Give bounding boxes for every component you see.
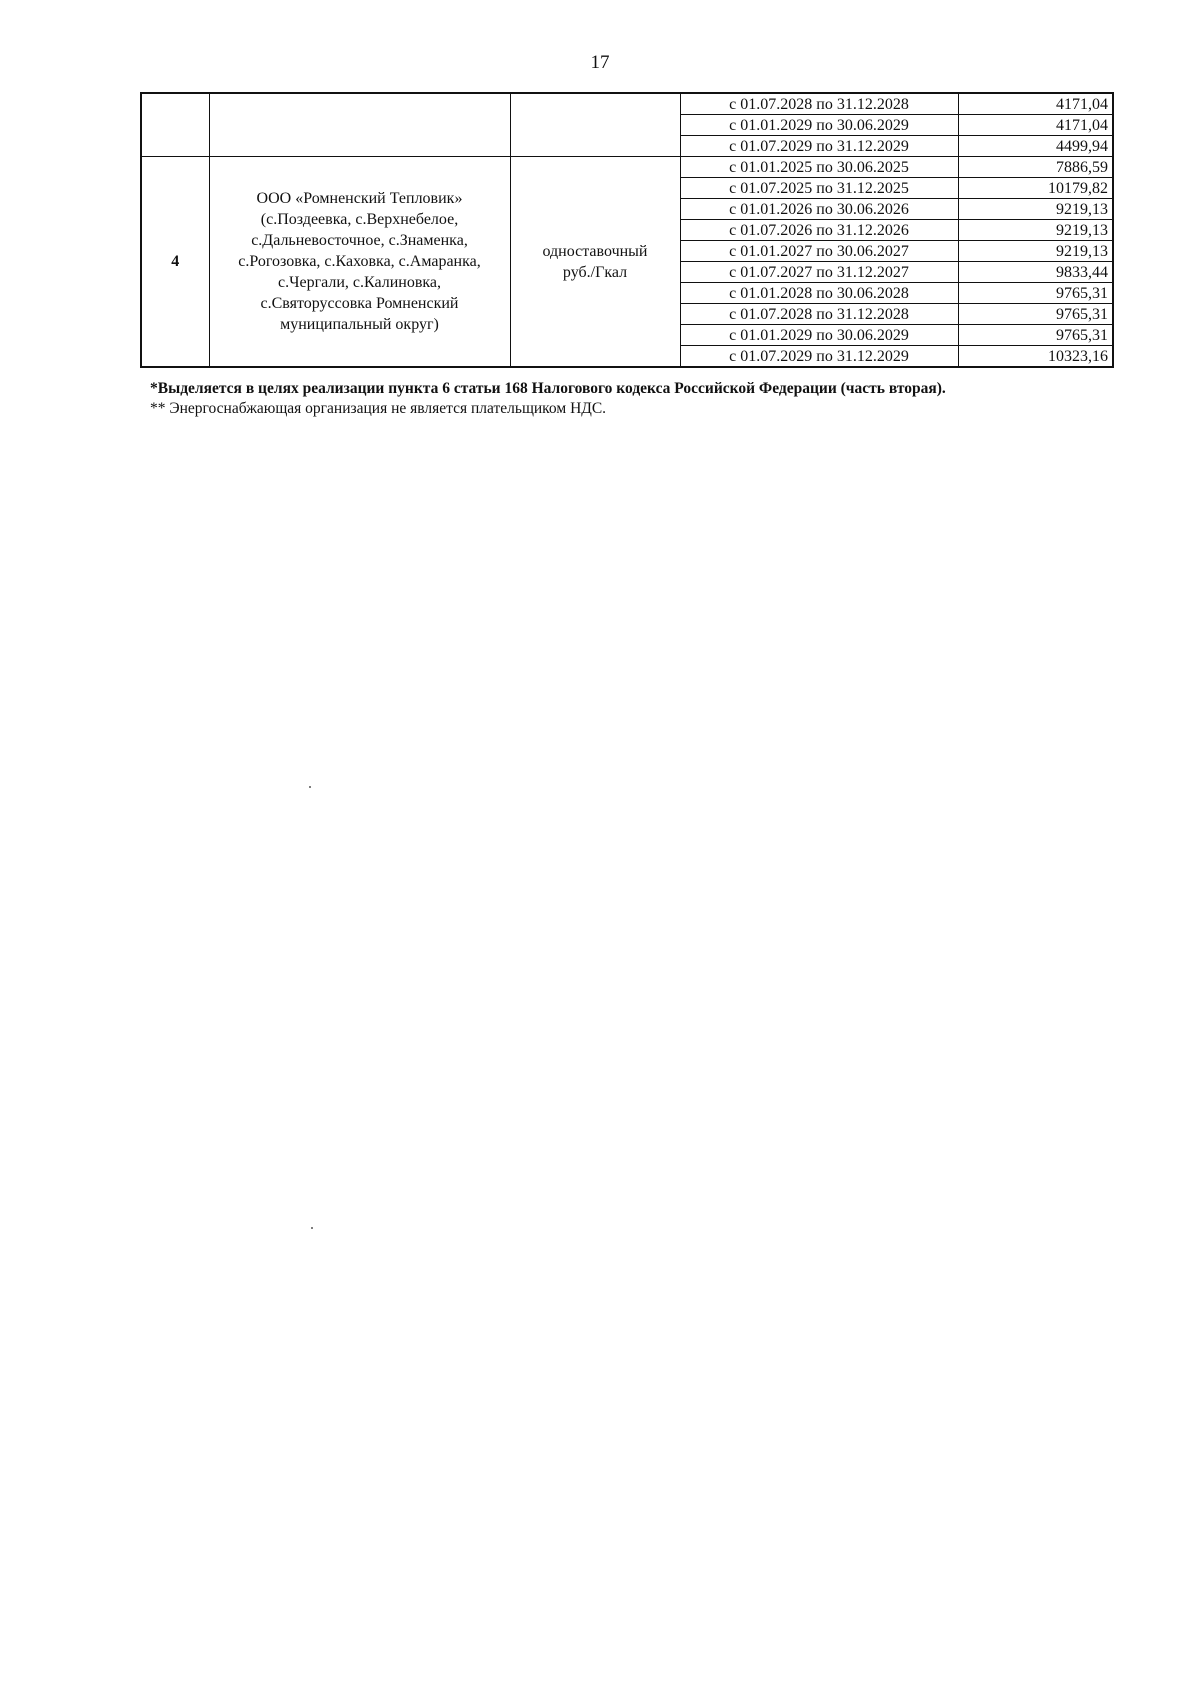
value-cell: 4171,04 — [958, 93, 1113, 115]
page-number: 17 — [590, 52, 610, 73]
period-cell: с 01.07.2029 по 31.12.2029 — [680, 136, 958, 157]
value-cell: 4171,04 — [958, 115, 1113, 136]
scan-speck — [309, 786, 311, 788]
period-cell: с 01.07.2028 по 31.12.2028 — [680, 304, 958, 325]
organization-cell — [209, 157, 510, 368]
footnote-non-vat-payer: ** Энергоснабжающая организация не является плательщиком НДС. — [150, 400, 607, 417]
tariff-table — [140, 92, 1114, 368]
entry-number: 4 — [141, 157, 209, 368]
value-cell: 9765,31 — [958, 325, 1113, 346]
period-cell: с 01.07.2027 по 31.12.2027 — [680, 262, 958, 283]
table-row — [141, 93, 1113, 115]
value-cell: 7886,59 — [958, 157, 1113, 178]
org-line: (с.Поздеевка, с.Верхнебелое, — [260, 211, 459, 228]
period-cell: с 01.01.2027 по 30.06.2027 — [680, 241, 958, 262]
value-cell: 9765,31 — [958, 283, 1113, 304]
value-cell: 4499,94 — [958, 136, 1113, 157]
period-cell: с 01.01.2026 по 30.06.2026 — [680, 199, 958, 220]
value-cell: 9219,13 — [958, 220, 1113, 241]
period-cell: с 01.07.2026 по 31.12.2026 — [680, 220, 958, 241]
org-cell-empty — [209, 93, 510, 157]
period-cell: с 01.01.2025 по 30.06.2025 — [680, 157, 958, 178]
period-cell: с 01.01.2029 по 30.06.2029 — [680, 325, 958, 346]
table-row — [141, 157, 1113, 178]
period-cell: с 01.01.2028 по 30.06.2028 — [680, 283, 958, 304]
tariff-unit: руб./Гкал — [562, 263, 628, 281]
footnotes — [150, 379, 946, 419]
value-cell: 10323,16 — [958, 346, 1113, 368]
unit-cell-empty — [510, 93, 680, 157]
value-cell: 9833,44 — [958, 262, 1113, 283]
value-cell: 9219,13 — [958, 241, 1113, 262]
number-cell-empty — [141, 93, 209, 157]
org-line: с.Чергали, с.Калиновка, — [277, 274, 442, 291]
footnote-vat-allocation: *Выделяется в целях реализации пункта 6 статьи 168 Налогового кодекса Российской Федерации (часть вторая). — [150, 380, 946, 397]
org-line: с.Дальневосточное, с.Знаменка, — [251, 232, 468, 249]
scan-speck — [311, 1227, 313, 1229]
period-cell: с 01.07.2025 по 31.12.2025 — [680, 178, 958, 199]
period-cell: с 01.07.2028 по 31.12.2028 — [680, 93, 958, 115]
tariff-unit-cell — [510, 157, 680, 368]
org-line: с.Рогозовка, с.Каховка, с.Амаранка, — [238, 253, 481, 270]
tariff-type: одноставочный — [542, 242, 648, 260]
org-line: с.Святоруссовка Ромненский — [260, 295, 459, 312]
period-cell: с 01.07.2029 по 31.12.2029 — [680, 346, 958, 368]
period-cell: с 01.01.2029 по 30.06.2029 — [680, 115, 958, 136]
org-line: муниципальный округ) — [280, 316, 439, 333]
value-cell: 9765,31 — [958, 304, 1113, 325]
value-cell: 9219,13 — [958, 199, 1113, 220]
value-cell: 10179,82 — [958, 178, 1113, 199]
org-line: ООО «Ромненский Тепловик» — [256, 190, 463, 207]
